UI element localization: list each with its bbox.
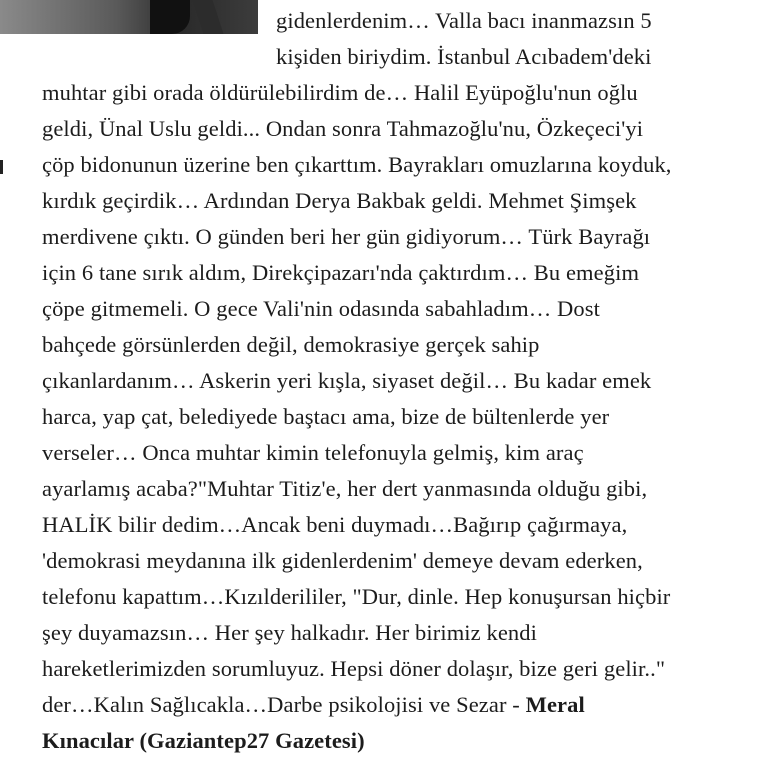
article-line: verseler… Onca muhtar kimin telefonuyla gelmiş, kim araç xyxy=(42,440,584,465)
article-line: kişiden biriydim. İstanbul Acıbadem'deki xyxy=(276,44,652,69)
article-line: kırdık geçirdik… Ardından Derya Bakbak geldi. Mehmet Şimşek xyxy=(42,188,637,213)
article-line: ayarlamış acaba?"Muhtar Titiz'e, her dert yanmasında olduğu gibi, xyxy=(42,476,648,501)
article-line: gidenlerdenim… Valla bacı inanmazsın 5 xyxy=(276,8,652,33)
article-line-last xyxy=(42,691,585,719)
photo-shape xyxy=(150,0,190,34)
article-line: hareketlerimizden sorumluyuz. Hepsi döner dolaşır, bize geri gelir.." xyxy=(42,656,666,681)
article-line: için 6 tane sırık aldım, Direkçipazarı'nda çaktırdım… Bu emeğim xyxy=(42,260,640,285)
article-line: HALİK bilir dedim…Ancak beni duymadı…Bağırıp çağırmaya, xyxy=(42,512,628,537)
author-name: Meral xyxy=(525,692,585,717)
margin-mark xyxy=(0,160,3,174)
article-line xyxy=(42,727,365,755)
article-line: geldi, Ünal Uslu geldi... Ondan sonra Tahmazoğlu'nu, Özkeçeci'yi xyxy=(42,116,644,141)
article-line: bahçede görsünlerden değil, demokrasiye gerçek sahip xyxy=(42,332,540,357)
article-line: çöpe gitmemeli. O gece Vali'nin odasında sabahladım… Dost xyxy=(42,296,600,321)
article-line: çöp bidonunun üzerine ben çıkarttım. Bayrakları omuzlarına koyduk, xyxy=(42,152,672,177)
article-line: şey duyamazsın… Her şey halkadır. Her birimiz kendi xyxy=(42,620,537,645)
article-line-text: der…Kalın Sağlıcakla…Darbe psikolojisi ve Sezar - xyxy=(42,692,526,717)
article-photo xyxy=(0,0,258,34)
article-line: çıkanlardanım… Askerin yeri kışla, siyaset değil… Bu kadar emek xyxy=(42,368,652,393)
author-source: Kınacılar (Gaziantep27 Gazetesi) xyxy=(42,728,365,753)
photo-shape xyxy=(192,0,223,34)
article-line: telefonu kapattım…Kızılderililer, "Dur, dinle. Hep konuşursan hiçbir xyxy=(42,584,671,609)
article-line: muhtar gibi orada öldürülebilirdim de… Halil Eyüpoğlu'nun oğlu xyxy=(42,80,638,105)
article-line: 'demokrasi meydanına ilk gidenlerdenim' demeye devam ederken, xyxy=(42,548,643,573)
article-line: harca, yap çat, belediyede baştacı ama, bize de bültenlerde yer xyxy=(42,404,610,429)
article-line: merdivene çıktı. O günden beri her gün gidiyorum… Türk Bayrağı xyxy=(42,224,651,249)
